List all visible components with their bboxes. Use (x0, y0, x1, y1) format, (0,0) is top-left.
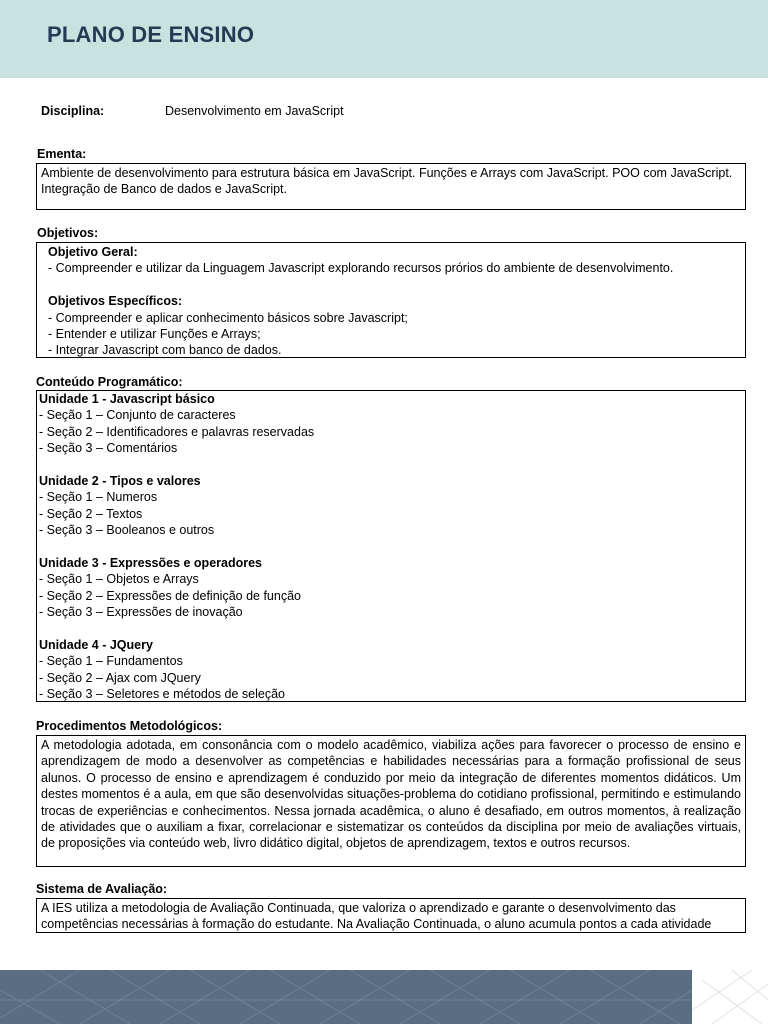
unit-title: Unidade 1 - Javascript básico (39, 392, 215, 406)
avaliacao-label: Sistema de Avaliação: (36, 882, 168, 896)
footer-side-pattern (692, 970, 768, 1024)
disciplina-value: Desenvolvimento em JavaScript (165, 104, 344, 118)
section-item: - Seção 3 – Expressões de inovação (39, 605, 243, 620)
objetivo-geral-item: - Compreender e utilizar da Linguagem Javascript explorando recursos prórios do ambiente de desenvolvimento. (48, 261, 674, 276)
procedimentos-box (36, 735, 746, 867)
objetivo-especifico-item: - Compreender e aplicar conhecimento básicos sobre Javascript; (48, 310, 408, 325)
disciplina-label: Disciplina: (41, 104, 105, 118)
section-item: - Seção 2 – Textos (39, 506, 143, 521)
objetivo-especifico-item: - Entender e utilizar Funções e Arrays; (48, 327, 261, 342)
footer-band (0, 970, 692, 1024)
avaliacao-line: competências necessárias à formação do estudante. Na Avaliação Continuada, o aluno acumula pontos a cada atividade (41, 917, 712, 932)
unit-title: Unidade 3 - Expressões e operadores (39, 556, 263, 571)
objetivos-label: Objetivos: (37, 226, 99, 240)
ementa-label: Ementa: (37, 147, 87, 161)
section-item: - Seção 2 – Expressões de definição de função (39, 588, 301, 603)
footer-side (692, 970, 768, 1024)
conteudo-label: Conteúdo Programático: (36, 375, 183, 389)
ementa-box (36, 163, 746, 210)
section-item: - Seção 3 – Booleanos e outros (39, 523, 215, 538)
objetivo-especifico-item: - Integrar Javascript com banco de dados. (48, 343, 282, 358)
unit-title: Unidade 4 - JQuery (39, 638, 153, 653)
procedimentos-label: Procedimentos Metodológicos: (36, 719, 223, 733)
objetivo-geral-title: Objetivo Geral: (48, 245, 138, 259)
footer-pattern (0, 970, 692, 1024)
section-item: - Seção 3 – Comentários (39, 441, 178, 456)
avaliacao-box (36, 898, 746, 933)
section-item: - Seção 1 – Fundamentos (39, 654, 183, 669)
objetivos-box (36, 242, 746, 358)
unit-title: Unidade 2 - Tipos e valores (39, 474, 201, 489)
section-item: - Seção 1 – Objetos e Arrays (39, 572, 199, 587)
ementa-line: Ambiente de desenvolvimento para estrutura básica em JavaScript. Funções e Arrays com JavaScript. POO com JavaScript. (41, 166, 733, 180)
ementa-line: Integração de Banco de dados e JavaScript. (41, 182, 287, 197)
avaliacao-line: A IES utiliza a metodologia de Avaliação Continuada, que valoriza o aprendizado e garante o desenvolvimento das (41, 901, 676, 915)
section-item: - Seção 2 – Identificadores e palavras reservadas (39, 424, 315, 439)
section-item: - Seção 3 – Seletores e métodos de seleção (39, 687, 285, 702)
page-title: PLANO DE ENSINO (47, 22, 255, 47)
objetivos-especificos-title: Objetivos Específicos: (48, 294, 183, 309)
procedimentos-text: A metodologia adotada, em consonância com o modelo acadêmico, viabiliza ações para favorecer o processo de ensino e aprendizagem de modo a desenvolver as competências e habilidades necessárias para a formação profissional de seus alunos. O processo de ensino e aprendizagem é conduzido por meio da integração de diferentes momentos didáticos. Um destes momentos é a aula, em que são desenvolvidas situações-problema do cotidiano profissional, permitindo e estimulando trocas de experiências e conhecimentos. Nessa jornada acadêmica, o aluno é desafiado, em outros momentos, à realização de atividades que o auxiliam a fixar, correlacionar e sistematizar os conteúdos da disciplina por meio de avaliações virtuais, de proposições via conteúdo web, livro didático digital, objetos de aprendizagem, textos e outros recursos. (41, 738, 741, 851)
section-item: - Seção 1 – Numeros (39, 490, 158, 505)
section-item: - Seção 2 – Ajax com JQuery (39, 670, 201, 685)
conteudo-box (36, 390, 746, 702)
section-item: - Seção 1 – Conjunto de caracteres (39, 408, 236, 423)
